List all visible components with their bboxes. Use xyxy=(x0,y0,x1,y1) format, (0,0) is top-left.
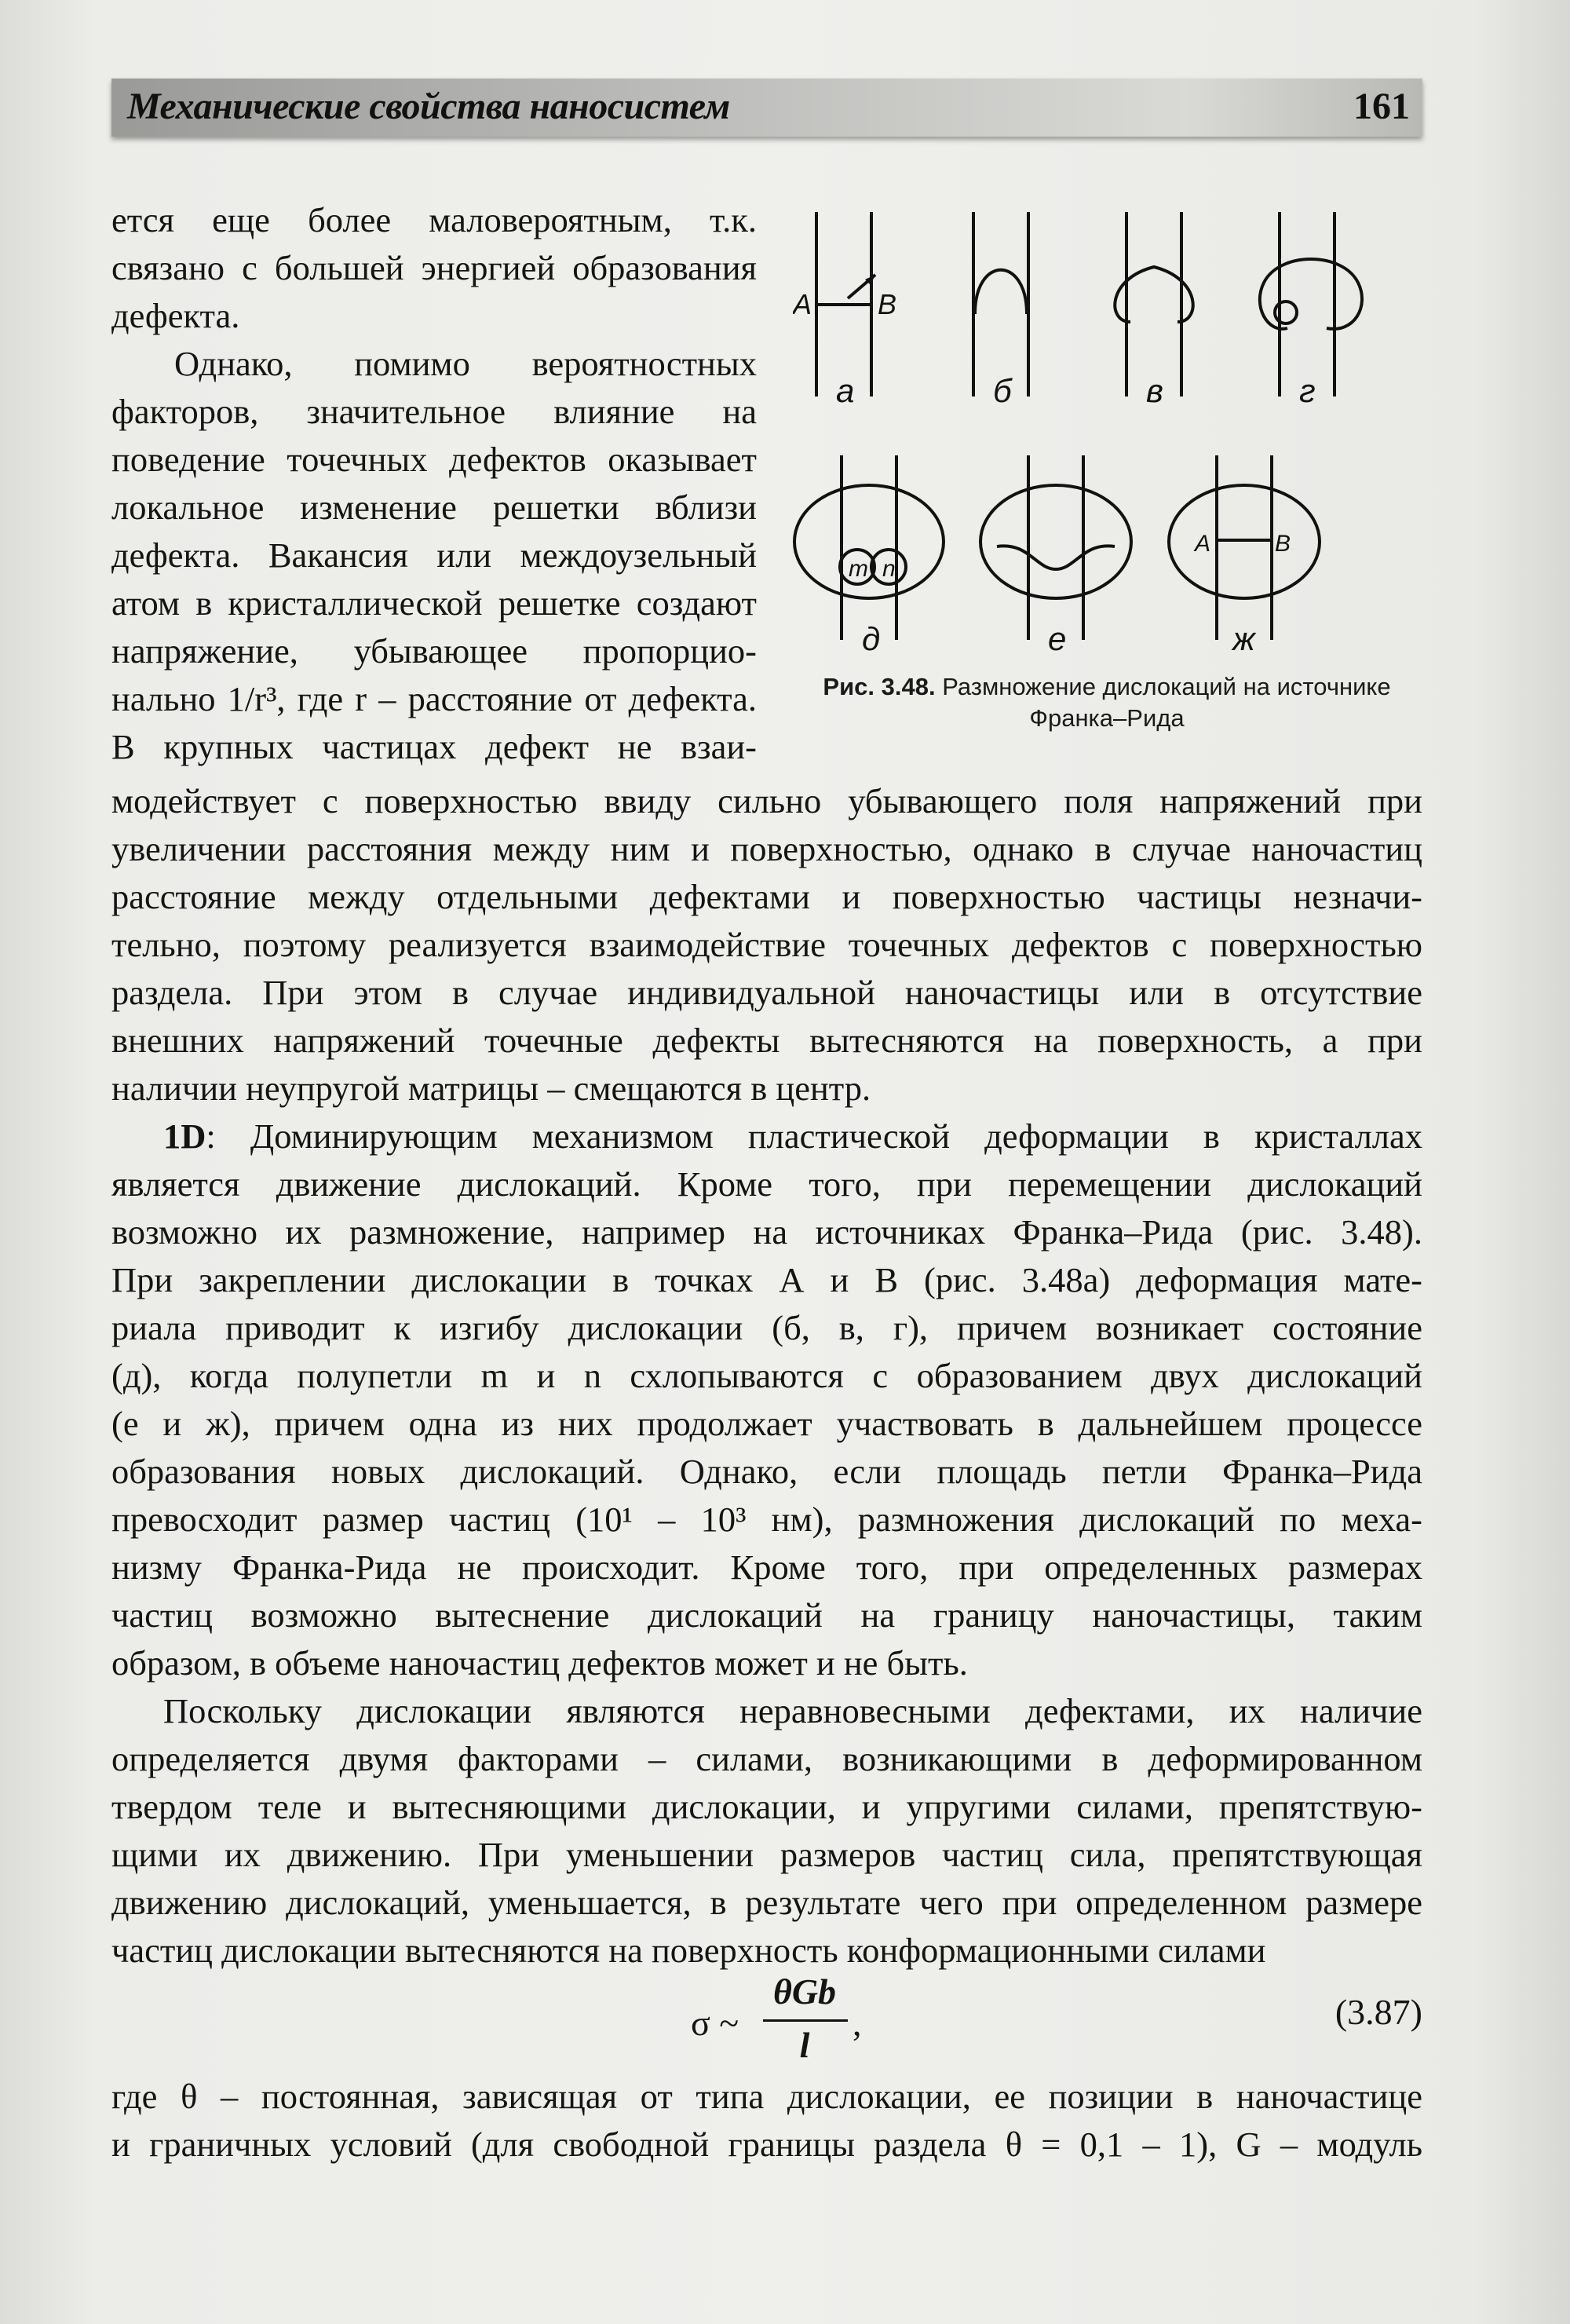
caption-label: Рис. 3.48. xyxy=(823,673,936,700)
final-text xyxy=(111,2073,1422,2169)
point-label-b: B xyxy=(878,288,897,320)
panel-label: б xyxy=(993,372,1012,409)
caption-text: Размножение дислокаций на источнике Франка–Рида xyxy=(942,673,1391,732)
text-line: напряжение, убывающее пропорцио- xyxy=(111,631,757,671)
formula-trail: , xyxy=(853,2003,862,2043)
loop-label-m: m xyxy=(849,556,868,582)
text-line: внешних напряжений точечные дефекты вытесняются на поверхность, а при xyxy=(111,1021,1422,1060)
text-line: расстояние между отдельными дефектами и поверхностью частицы незначи- xyxy=(111,877,1422,916)
text-line: атом в кристаллической решетке создают xyxy=(111,583,757,623)
text-line: факторов, значительное влияние на xyxy=(111,392,757,431)
formula-3-87 xyxy=(691,1971,1005,2073)
loop-label-n: n xyxy=(882,556,896,582)
main-text xyxy=(111,777,1422,1975)
point-label-b: B xyxy=(1275,531,1291,557)
left-column-text xyxy=(111,196,757,771)
text-line: Поскольку дислокации являются неравновесными дефектами, их наличие xyxy=(163,1691,1422,1730)
text-line: нально 1/r³, где r – расстояние от дефекта. xyxy=(111,679,757,718)
text-line: ется еще более маловероятным, т.к. xyxy=(111,200,757,239)
text-line: связано с большей энергией образования xyxy=(111,248,757,287)
text-line: движению дислокаций, уменьшается, в результате чего при определенном размере xyxy=(111,1883,1422,1922)
panel-label: е xyxy=(1048,620,1067,657)
text-line: При закреплении дислокации в точках А и В (рис. 3.48а) деформация мате- xyxy=(111,1260,1422,1299)
text-line: образования новых дислокаций. Однако, если площадь петли Франка–Рида xyxy=(111,1452,1422,1491)
text-line: наличии неупругой матрицы – смещаются в центр. xyxy=(111,1069,871,1108)
text-line: раздела. При этом в случае индивидуальной наночастицы или в отсутствие xyxy=(111,973,1422,1012)
text-line: Однако, помимо вероятностных xyxy=(174,344,757,383)
text-line: возможно их размножение, например на источниках Франка–Рида (рис. 3.48). xyxy=(111,1212,1422,1252)
panel-label: а xyxy=(836,372,855,409)
text-line: образом, в объеме наночастиц дефектов может и не быть. xyxy=(111,1643,968,1683)
text-line: твердом теле и вытесняющими дислокации, и упругими силами, препятствую- xyxy=(111,1787,1422,1826)
formula-denominator: l xyxy=(799,2025,810,2065)
figure-caption xyxy=(785,671,1429,734)
fraction-bar xyxy=(763,2019,848,2022)
formula-lhs: σ ~ xyxy=(691,2003,739,2043)
text-line: В крупных частицах дефект не взаи- xyxy=(111,727,757,766)
panel-label: ж xyxy=(1232,620,1255,657)
text-line: (д), когда полупетли m и n схлопываются с образованием двух дислокаций xyxy=(111,1356,1422,1395)
frank-read-figure xyxy=(793,196,1429,699)
formula-numerator: θGb xyxy=(772,1971,837,2012)
header-title: Механические свойства наносистем xyxy=(127,86,730,127)
panel-label: д xyxy=(862,620,881,657)
text-line: риала приводит к изгибу дислокации (б, в, г), причем возникает состояние xyxy=(111,1308,1422,1347)
formula-number: (3.87) xyxy=(1334,1992,1422,2032)
panel-label: г xyxy=(1299,372,1316,409)
text-line: локальное изменение решетки вблизи xyxy=(111,488,757,527)
text-line: низму Франка-Рида не происходит. Кроме того, при определенных размерах xyxy=(111,1548,1422,1587)
text-line: дефекта. xyxy=(111,296,240,335)
running-header xyxy=(111,79,1422,137)
text-line: модействует с поверхностью ввиду сильно убывающего поля напряжений при xyxy=(111,781,1422,820)
text-line: является движение дислокаций. Кроме того, при перемещении дислокаций xyxy=(111,1164,1422,1204)
section-lead-1d: 1D xyxy=(163,1116,206,1156)
text-line: поведение точечных дефектов оказывает xyxy=(111,440,757,479)
text-line: (е и ж), причем одна из них продолжает участвовать в дальнейшем процессе xyxy=(111,1404,1422,1443)
text-line xyxy=(111,1113,1422,1160)
text-line: частиц возможно вытеснение дислокаций на границу наночастицы, таким xyxy=(111,1595,1422,1635)
text-line: превосходит размер частиц (10¹ – 10³ нм), размножения дислокаций по меха- xyxy=(111,1500,1422,1539)
text-line: частиц дислокации вытесняются на поверхность конформационными силами xyxy=(111,1931,1266,1970)
text-fragment: : Доминирующим механизмом пластической деформации в кристаллах xyxy=(206,1116,1422,1156)
text-line: тельно, поэтому реализуется взаимодействие точечных дефектов с поверхностью xyxy=(111,925,1422,964)
text-line: где θ – постоянная, зависящая от типа дислокации, ее позиции в наночастице xyxy=(111,2077,1422,2116)
text-line: определяется двумя факторами – силами, возникающими в деформированном xyxy=(111,1739,1422,1778)
panel-label: в xyxy=(1146,372,1163,409)
point-label-a: A xyxy=(1195,531,1211,557)
point-label-a: A xyxy=(793,288,812,320)
page-number: 161 xyxy=(1353,86,1410,127)
text-line: дефекта. Вакансия или междоузельный xyxy=(111,535,757,575)
text-line: и граничных условий (для свободной границы раздела θ = 0,1 – 1), G – модуль xyxy=(111,2125,1422,2164)
text-line: щими их движению. При уменьшении размеров частиц сила, препятствующая xyxy=(111,1835,1422,1874)
text-line: увеличении расстояния между ним и поверхностью, однако в случае наночастиц xyxy=(111,829,1422,868)
